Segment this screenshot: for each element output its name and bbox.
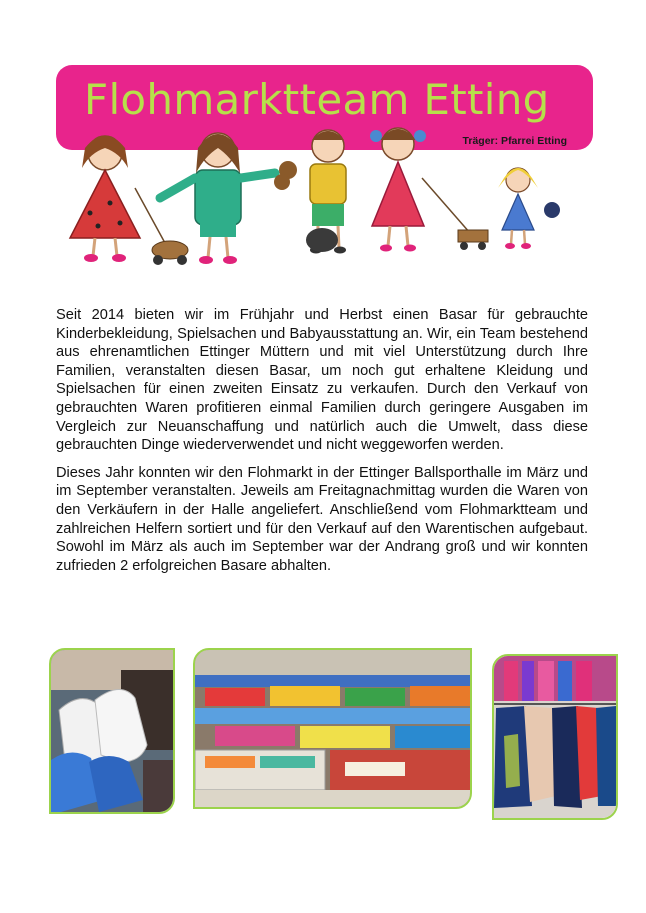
article-paragraph-1: Seit 2014 bieten wir im Frühjahr und Herbst einen Basar für gebrauchte Kinderbekleidung, Spielsachen und Babyausstattung an. Wir, ein Team bestehend aus ehrenamtlichen Ettinger Müttern und mit viel Unterstützung durch Ihre Familien, veranstalten diesen Basar, um noch gut erhaltene Kleidung und Spielsachen für einen zweiten Einsatz zu verkaufen. Durch den Verkauf von gebrauchten Waren profitieren einmal Familien durch geringere Ausgaben im Vergleich zur Neuanschaffung und natürlich auch die Umwelt, dass diese gebrauchten Dinge wiederverwendet und nicht weggeworfen werden. xyxy=(56,307,588,454)
photo-jackets-rack xyxy=(492,654,618,820)
sponsor-subtitle: Träger: Pfarrei Etting xyxy=(462,135,567,147)
boy-yellow-shirt-figure xyxy=(306,130,346,254)
children-drawing-illustration xyxy=(60,118,600,278)
photo-shoes xyxy=(49,648,175,814)
girl-pink-dress-figure xyxy=(370,128,488,252)
article-body xyxy=(56,306,588,584)
article-paragraph-2: Dieses Jahr konnten wir den Flohmarkt in der Ettinger Ballsporthalle im März und im September veranstalten. Jeweils am Freitagnachmittag wurden die Waren von den Verkäufern in der Halle angeliefert. Anschließend vom Flohmarktteam und zahlreichen Helfern sortiert und für den Verkauf auf den Warentischen aufgebaut. Sowohl im März als auch im September war der Andrang groß und wir konnten zufrieden 2 erfolgreichen Basare abhalten. xyxy=(56,464,588,574)
page-title: Flohmarktteam Etting xyxy=(84,75,550,124)
small-blonde-girl-figure xyxy=(498,168,560,249)
girl-red-dress-figure xyxy=(70,136,188,266)
photo-toys-tables xyxy=(193,648,472,809)
